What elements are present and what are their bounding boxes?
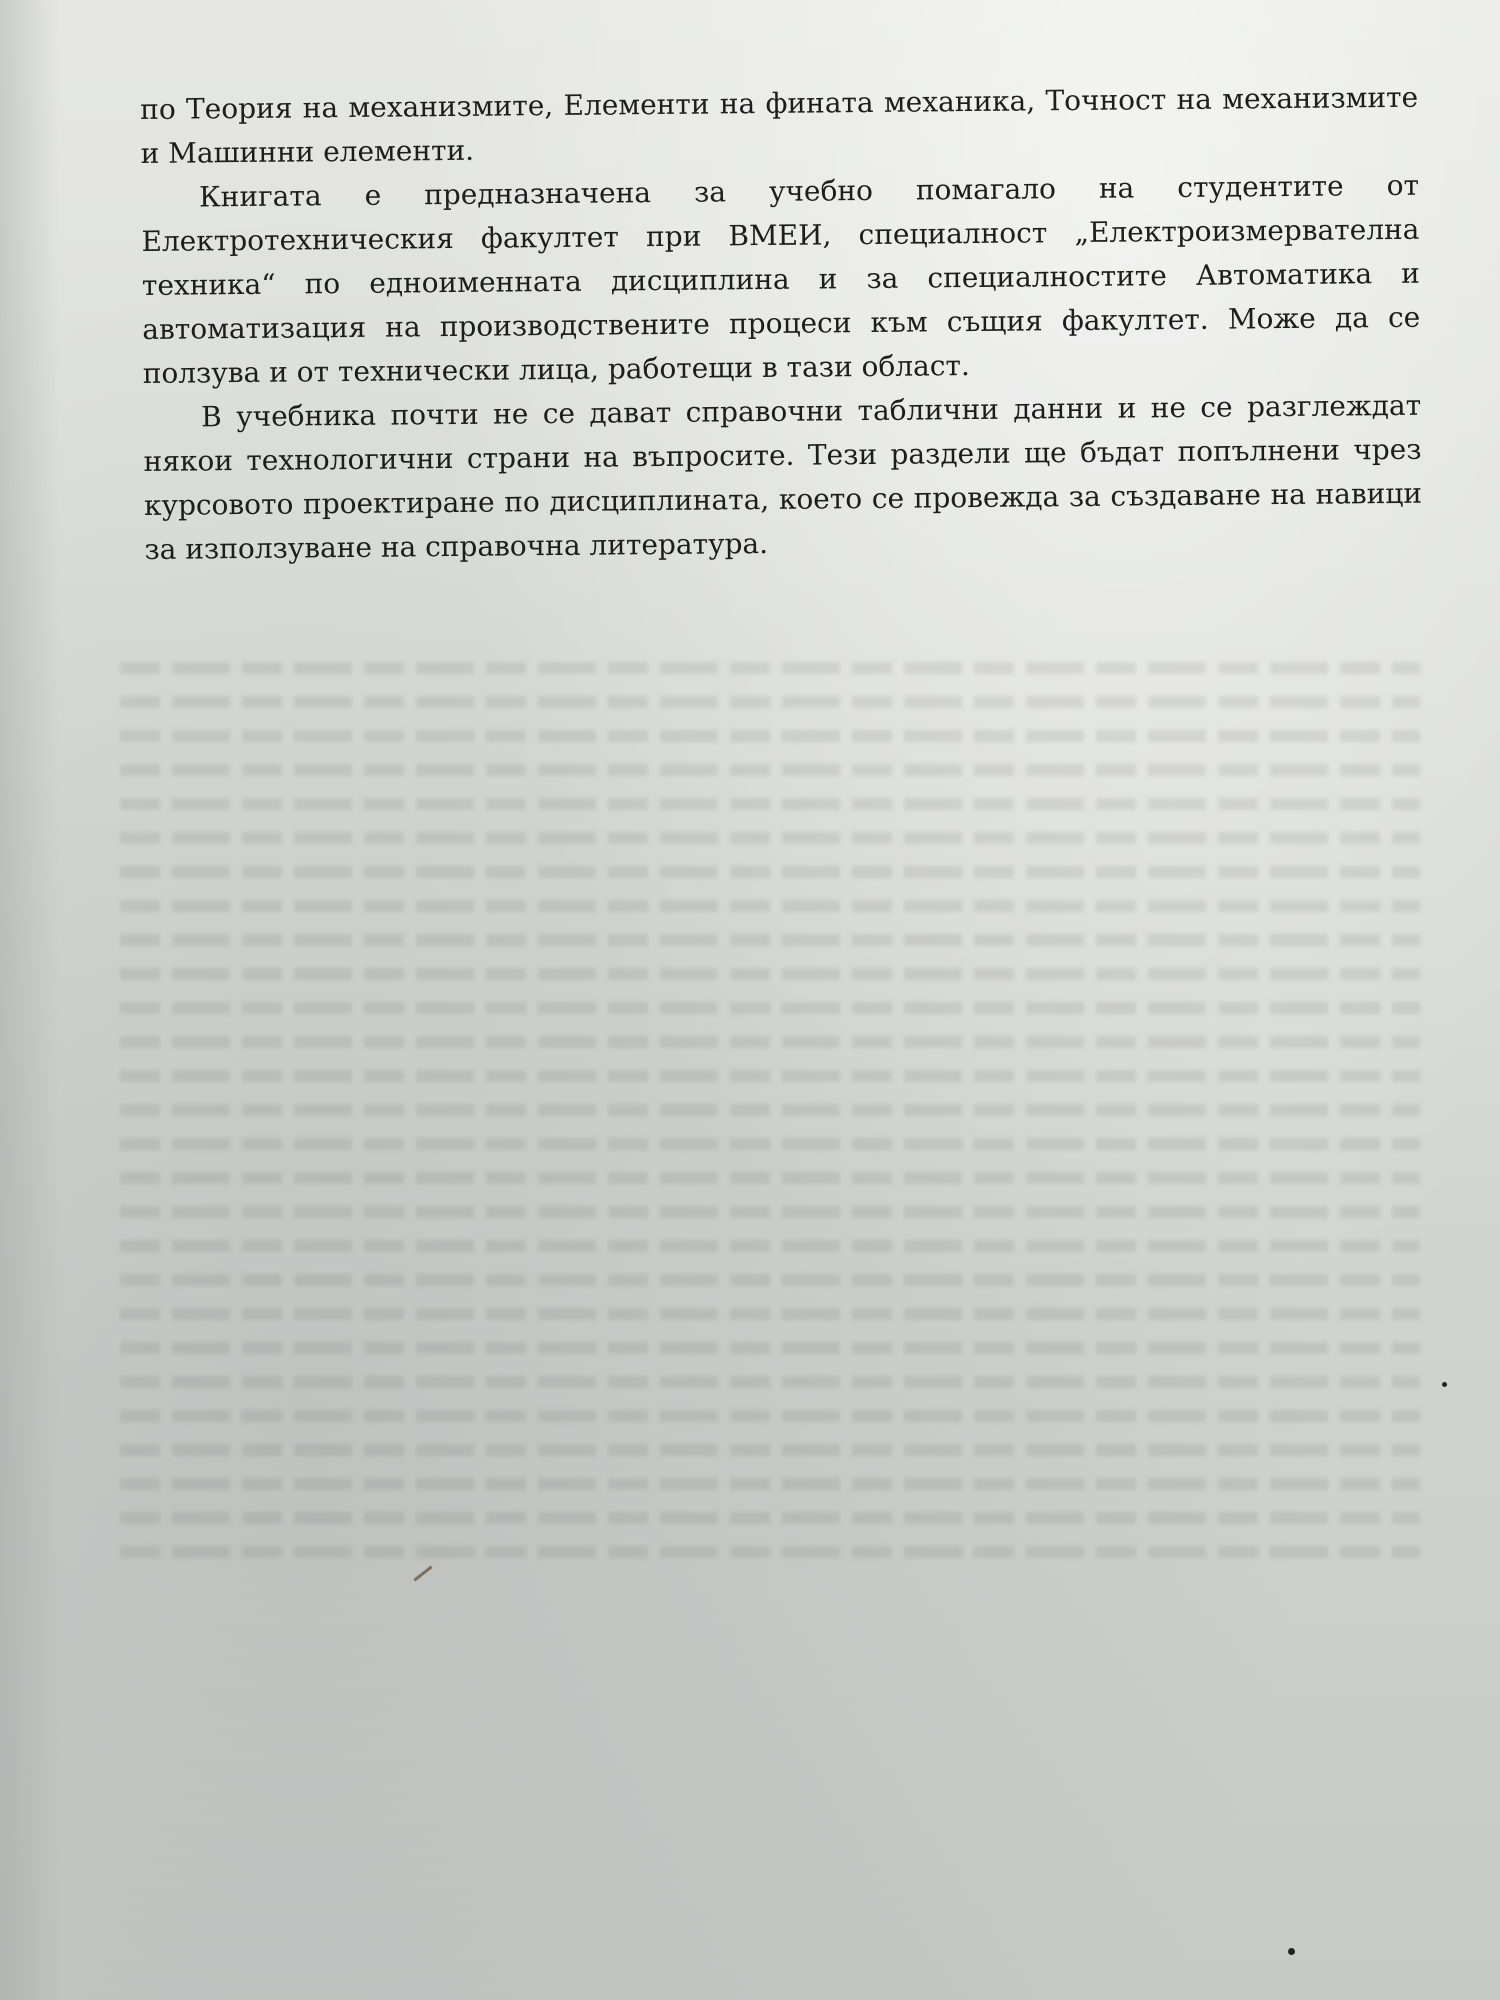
body-text <box>140 76 1423 572</box>
paragraph-scope: В учебника почти не се дават справочни таблични данни и не се разглеждат някои технологични страни на въпросите. Тези раздели ще бъдат попълнени чрез курсовото проектиране по дисциплината, което се провежда за създаване на навици за използуване на справочна литература. <box>143 388 1423 566</box>
page-edge-shadow <box>0 0 60 2000</box>
bleed-through-text <box>120 640 1420 1940</box>
ink-speck <box>1442 1382 1447 1387</box>
paragraph-purpose: Книгата е предназначена за учебно помагало на студентите от Електротехническия факултет при ВМЕИ, специалност „Електроизмервателна техника“ по едноименната дисциплина и за специалностите Автоматика и автоматизация на производствените процеси към същия факултет. Може да се ползува и от технически лица, работещи в тази област. <box>141 168 1421 390</box>
paragraph-continuation: по Теория на механизмите, Елементи на фината механика, Точност на механизмите и Машинни елементи. <box>140 80 1419 170</box>
ink-speck <box>1288 1948 1295 1955</box>
